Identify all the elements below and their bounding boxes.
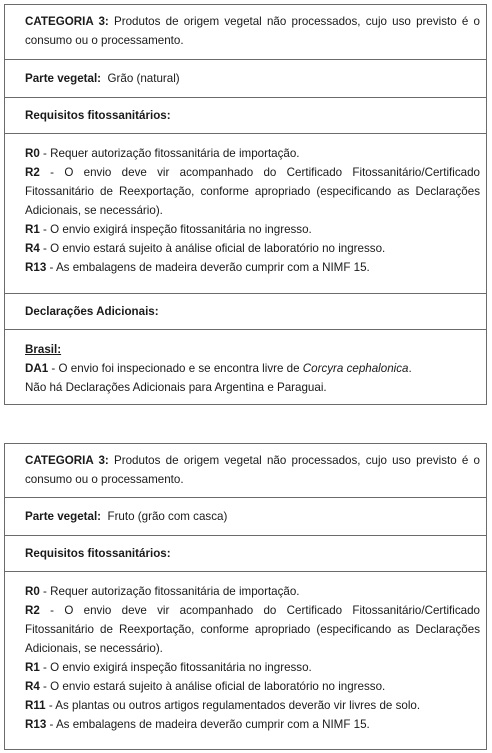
plant-part-label: Parte vegetal: (25, 72, 102, 85)
requirement-code: R11 (25, 699, 46, 712)
plant-part-value: Fruto (grão com casca) (101, 510, 228, 523)
category-cell (5, 444, 486, 498)
plant-part-cell (5, 60, 486, 98)
requirements-table-1 (4, 4, 487, 405)
requirement-item (25, 258, 480, 277)
species-name: Corcyra cephalonica (302, 362, 409, 375)
requirement-item (25, 144, 480, 163)
requirement-text: - O envio estará sujeito à análise oficial de laboratório no ingresso. (39, 680, 386, 693)
category-label: CATEGORIA 3: (25, 15, 109, 28)
requirement-item (25, 239, 480, 258)
requirements-heading: Requisitos fitossanitários: (25, 109, 171, 122)
requirement-text: - As embalagens de madeira deverão cumprir com a NIMF 15. (46, 261, 370, 274)
plant-part-cell (5, 498, 486, 536)
requirement-item (25, 220, 480, 239)
requirement-item (25, 696, 480, 715)
requirements-list-cell (5, 572, 486, 750)
category-label: CATEGORIA 3: (25, 454, 109, 467)
requirement-text: - O envio estará sujeito à análise oficial de laboratório no ingresso. (39, 242, 386, 255)
plant-part-label: Parte vegetal: (25, 510, 102, 523)
declarations-heading-cell (5, 294, 486, 330)
requirement-text: - O envio exigirá inspeção fitossanitária no ingresso. (39, 661, 312, 674)
requirement-item (25, 658, 480, 677)
declaration-text: - O envio foi inspecionado e se encontra livre de (48, 362, 303, 375)
requirement-code: R0 (25, 147, 40, 160)
requirement-code: R2 (25, 604, 40, 617)
requirements-heading: Requisitos fitossanitários: (25, 547, 171, 560)
requirements-list-cell (5, 134, 486, 294)
requirement-item (25, 677, 480, 696)
category-cell (5, 5, 486, 60)
requirement-code: R4 (25, 242, 40, 255)
category-text: Produtos de origem vegetal não processados, cujo uso previsto é o consumo ou o processamento. (25, 15, 480, 47)
requirement-text: - As plantas ou outros artigos regulamentados deverão vir livres de solo. (45, 699, 421, 712)
requirement-text: - O envio exigirá inspeção fitossanitária no ingresso. (39, 223, 312, 236)
requirement-text: - O envio deve vir acompanhado do Certificado Fitossanitário/Certificado Fitossanitário de Reexportação, conforme apropriado (especificando as Declarações Adicionais, se necessário). (25, 604, 480, 655)
requirement-item (25, 601, 480, 658)
category-text: Produtos de origem vegetal não processados, cujo uso previsto é o consumo ou o processamento. (25, 454, 480, 486)
requirement-item (25, 582, 480, 601)
requirement-text: - Requer autorização fitossanitária de importação. (39, 147, 300, 160)
requirement-text: - Requer autorização fitossanitária de importação. (39, 585, 300, 598)
declarations-note: Não há Declarações Adicionais para Argentina e Paraguai. (25, 381, 327, 394)
requirement-code: R1 (25, 223, 40, 236)
requirement-code: R1 (25, 661, 40, 674)
declaration-end: . (408, 362, 412, 375)
requirement-item (25, 715, 480, 734)
requirement-text: - O envio deve vir acompanhado do Certificado Fitossanitário/Certificado Fitossanitário de Reexportação, conforme apropriado (especificando as Declarações Adicionais, se necessário). (25, 166, 480, 217)
requirement-text: - As embalagens de madeira deverão cumprir com a NIMF 15. (46, 718, 370, 731)
declaration-item (25, 359, 480, 378)
declarations-heading: Declarações Adicionais: (25, 305, 159, 318)
requirement-code: R4 (25, 680, 40, 693)
requirements-heading-cell (5, 536, 486, 572)
requirement-code: R13 (25, 718, 47, 731)
plant-part-value: Grão (natural) (101, 72, 180, 85)
declaration-code: DA1 (25, 362, 49, 375)
requirements-heading-cell (5, 98, 486, 134)
requirement-code: R0 (25, 585, 40, 598)
requirements-table-2 (4, 443, 487, 750)
requirement-code: R13 (25, 261, 47, 274)
requirement-item (25, 163, 480, 220)
country-label: Brasil: (25, 343, 62, 356)
requirement-code: R2 (25, 166, 40, 179)
declarations-cell (5, 330, 486, 405)
